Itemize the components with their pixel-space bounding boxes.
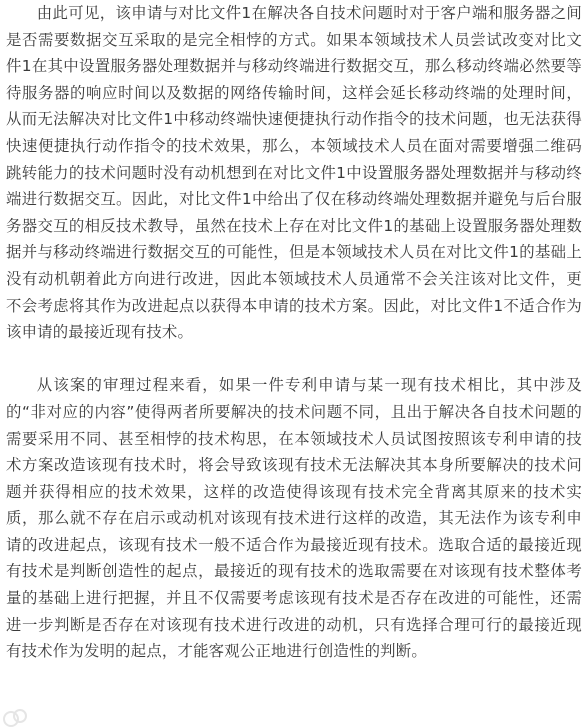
- watermark-logo-icon: [0, 706, 30, 728]
- paragraph-2: 从该案的审理过程来看，如果一件专利申请与某一现有技术相比，其中涉及的“非对应的内容”使得两者所要解决的技术问题不同，且出于解决各自技术问题的需要采用不同、甚至相悖的技术构思，在本领域技术人员试图按照该专利申请的技术方案改造该现有技术时，将会导致该现有技术无法解决其本身所要解决的技术问题并获得相应的技术效果，这样的改造使得该现有技术完全背离其原来的技术实质，那么就不存在启示或动机对该现有技术进行这样的改造，其无法作为该专利申请的改进起点，该现有技术一般不适合作为最接近现有技术。选取合适的最接近现有技术是判断创造性的起点，最接近的现有技术的选取需要在对该现有技术整体考量的基础上进行把握，并且不仅需要考虑该现有技术是否存在改进的可能性，还需进一步判断是否存在对该现有技术进行改进的动机，只有选择合理可行的最接近现有技术作为发明的起点，才能客观公正地进行创造性的判断。: [6, 376, 582, 661]
- paragraph-1: 由此可见，该申请与对比文件1在解决各自技术问题时对于客户端和服务器之间是否需要数据交互采取的是完全相悖的方式。如果本领域技术人员尝试改变对比文件1在其中设置服务器处理数据并与移动终端进行数据交互，那么移动终端必然要等待服务器的响应时间以及数据的网络传输时间，这样会延长移动终端的处理时间，从而无法解决对比文件1中移动终端快速便捷执行动作指令的技术问题，也无法获得快速便捷执行动作指令的技术效果，那么，本领域技术人员在面对需要增强二维码跳转能力的技术问题时没有动机想到在对比文件1中设置服务器处理数据并与移动终端进行数据交互。因此，对比文件1中给出了仅在移动终端处理数据并避免与后台服务器交互的相反技术教导，虽然在技术上存在对比文件1的基础上设置服务器处理数据并与移动终端进行数据交互的可能性，但是本领域技术人员在对比文件1的基础上没有动机朝着此方向进行改进，因此本领域技术人员通常不会关注该对比文件，更不会考虑将其作为改进起点以获得本申请的技术方案。因此，对比文件1不适合作为该申请的最接近现有技术。: [6, 4, 582, 342]
- article-body: [6, 0, 582, 665]
